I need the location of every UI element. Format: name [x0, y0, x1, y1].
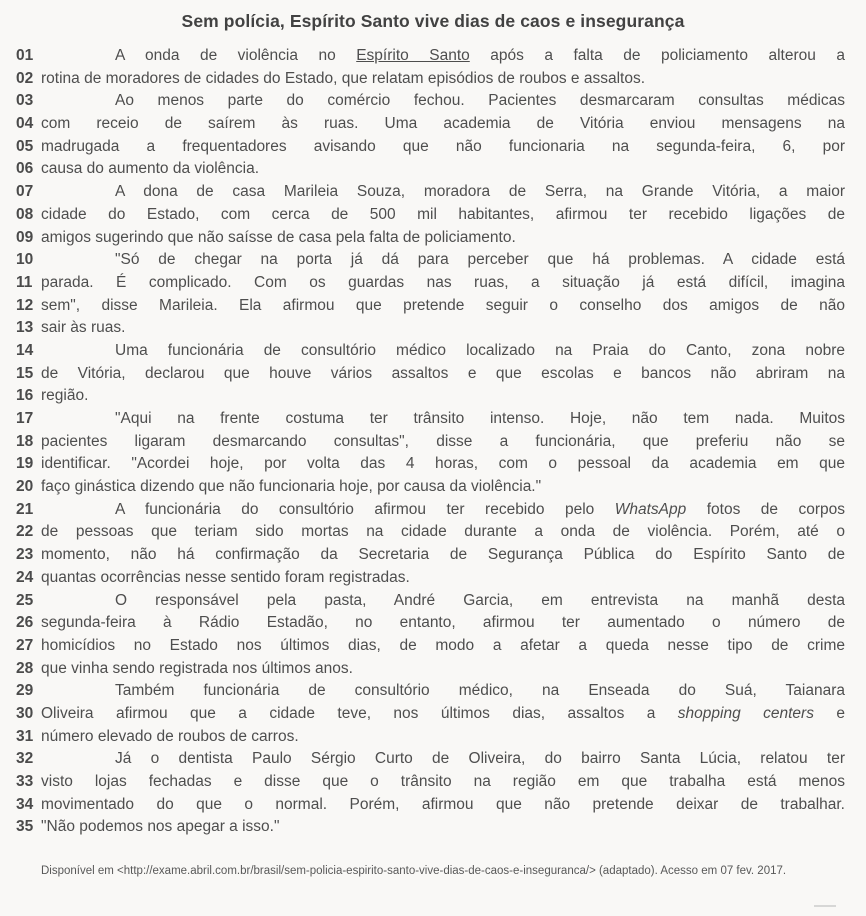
line-number: 35 [16, 818, 34, 836]
text-line [0, 431, 845, 454]
line-text: amigos sugerindo que não saísse de casa pela falta de policiamento. [41, 228, 516, 246]
line-text: homicídios no Estado nos últimos dias, de modo a afetar a queda nesse tipo de crime [41, 636, 845, 654]
line-number: 32 [16, 750, 34, 768]
line-text: madrugada a frequentadores avisando que não funcionaria na segunda-feira, 6, por [41, 137, 845, 155]
text-line [0, 272, 845, 295]
text-line [0, 453, 845, 476]
line-number: 24 [16, 568, 34, 586]
line-number: 30 [16, 704, 34, 722]
text-line [0, 658, 845, 681]
text-line [0, 295, 845, 318]
line-number: 29 [16, 682, 34, 700]
text-line [0, 181, 845, 204]
line-number: 26 [16, 614, 34, 632]
line-number: 01 [16, 47, 34, 64]
line-number: 31 [16, 727, 34, 745]
line-number: 06 [16, 160, 34, 178]
line-number: 28 [16, 659, 34, 677]
text-line [0, 635, 845, 658]
line-number: 12 [16, 296, 34, 314]
text-line [0, 612, 845, 635]
line-text: pacientes ligaram desmarcando consultas", disse a funcionária, que preferiu não se [41, 432, 845, 450]
text-line [0, 771, 845, 794]
text-line [0, 816, 845, 839]
text-line [0, 317, 845, 340]
line-number: 33 [16, 773, 34, 790]
text-line [0, 249, 845, 272]
scan-artifact [814, 905, 836, 907]
line-text: causa do aumento da violência. [41, 160, 260, 178]
line-number: 17 [16, 410, 34, 427]
line-number: 14 [16, 341, 34, 359]
line-text: região. [41, 387, 89, 405]
text-line [0, 227, 845, 250]
line-text: cidade do Estado, com cerca de 500 mil habitantes, afirmou ter recebido ligações de [41, 205, 845, 223]
text-line [0, 340, 845, 363]
line-number: 19 [16, 455, 34, 473]
text-line [0, 521, 845, 544]
line-text: O responsável pela pasta, André Garcia, em entrevista na manhã desta [115, 591, 845, 609]
source-citation: Disponível em <http://exame.abril.com.br/brasil/sem-policia-espirito-santo-vive-dias-de-caos-e-inseguranca/> (adaptado). Acesso em 07 fev. 2017. [41, 865, 787, 878]
line-number: 13 [16, 319, 34, 337]
line-text: Já o dentista Paulo Sérgio Curto de Oliveira, do bairro Santa Lúcia, relatou ter [115, 750, 845, 768]
line-number: 11 [16, 273, 33, 291]
text-line [0, 544, 845, 567]
line-text: "Aqui na frente costuma ter trânsito intenso. Hoje, não tem nada. Muitos [115, 410, 845, 427]
line-text: Ao menos parte do comércio fechou. Pacientes desmarcaram consultas médicas [115, 92, 845, 110]
line-text: sem", disse Marileia. Ela afirmou que pretende seguir o conselho dos amigos de não [41, 296, 845, 314]
line-number: 22 [16, 523, 34, 541]
text-body [0, 45, 845, 839]
line-text: A funcionária do consultório afirmou ter recebido pelo WhatsApp fotos de corpos [115, 500, 845, 518]
line-text: quantas ocorrências nesse sentido foram registradas. [41, 568, 410, 586]
line-text: Oliveira afirmou que a cidade teve, nos últimos dias, assaltos a shopping centers e [41, 704, 845, 722]
line-number: 07 [16, 183, 34, 201]
line-text: "Não podemos nos apegar a isso." [41, 818, 280, 836]
text-line [0, 385, 845, 408]
text-line [0, 476, 845, 499]
line-text: segunda-feira à Rádio Estadão, no entanto, afirmou ter aumentado o número de [41, 614, 845, 632]
text-line [0, 703, 845, 726]
line-number: 18 [16, 432, 34, 450]
line-number: 27 [16, 636, 34, 654]
text-line [0, 590, 845, 613]
line-number: 25 [16, 591, 34, 609]
line-number: 23 [16, 546, 34, 564]
line-number: 15 [16, 364, 34, 382]
line-text: com receio de saírem às ruas. Uma academia de Vitória enviou mensagens na [41, 115, 845, 133]
text-line [0, 680, 845, 703]
line-text: de Vitória, declarou que houve vários assaltos e que escolas e bancos não abriram na [41, 364, 845, 382]
text-line [0, 204, 845, 227]
line-text: momento, não há confirmação da Secretaria de Segurança Pública do Espírito Santo de [41, 546, 845, 564]
text-line [0, 499, 845, 522]
text-line [0, 45, 845, 68]
text-line [0, 726, 845, 749]
line-number: 20 [16, 478, 34, 496]
line-number: 02 [16, 69, 34, 87]
line-text: de pessoas que teriam sido mortas na cidade durante a onda de violência. Porém, até o [41, 523, 845, 541]
text-line [0, 748, 845, 771]
line-text: sair às ruas. [41, 319, 126, 337]
text-line [0, 794, 845, 817]
line-text: Também funcionária de consultório médico, na Enseada do Suá, Taianara [115, 682, 845, 700]
text-line [0, 68, 845, 91]
document-title: Sem polícia, Espírito Santo vive dias de caos e insegurança [181, 11, 685, 31]
line-text: faço ginástica dizendo que não funcionaria hoje, por causa da violência." [41, 478, 542, 496]
text-line [0, 136, 845, 159]
text-line [0, 158, 845, 181]
line-text: "Só de chegar na porta já dá para perceber que há problemas. A cidade está [115, 251, 845, 269]
line-text: visto lojas fechadas e disse que o trânsito na região em que trabalha está menos [41, 773, 845, 790]
line-number: 34 [16, 795, 34, 813]
line-number: 10 [16, 251, 34, 269]
text-line [0, 113, 845, 136]
line-text: A onda de violência no Espírito Santo após a falta de policiamento alterou a [115, 47, 846, 64]
line-number: 05 [16, 137, 34, 155]
line-text: identificar. "Acordei hoje, por volta das 4 horas, com o pessoal da academia em que [41, 455, 845, 473]
text-line [0, 90, 845, 113]
line-text: Uma funcionária de consultório médico localizado na Praia do Canto, zona nobre [115, 341, 845, 359]
line-number: 16 [16, 387, 34, 405]
line-text: rotina de moradores de cidades do Estado, que relatam episódios de roubos e assaltos. [41, 69, 646, 87]
text-line [0, 408, 845, 431]
text-line [0, 363, 845, 386]
line-number: 03 [16, 92, 34, 110]
line-text: que vinha sendo registrada nos últimos anos. [41, 659, 353, 677]
line-text: movimentado do que o normal. Porém, afirmou que não pretende deixar de trabalhar. [41, 795, 845, 813]
line-text: parada. É complicado. Com os guardas nas ruas, a situação já está difícil, imagina [41, 273, 845, 291]
text-line [0, 567, 845, 590]
line-number: 09 [16, 228, 34, 246]
line-text: número elevado de roubos de carros. [41, 727, 299, 745]
line-number: 21 [16, 500, 34, 518]
line-number: 08 [16, 205, 34, 223]
line-number: 04 [16, 115, 34, 133]
line-text: A dona de casa Marileia Souza, moradora de Serra, na Grande Vitória, a maior [115, 183, 845, 201]
